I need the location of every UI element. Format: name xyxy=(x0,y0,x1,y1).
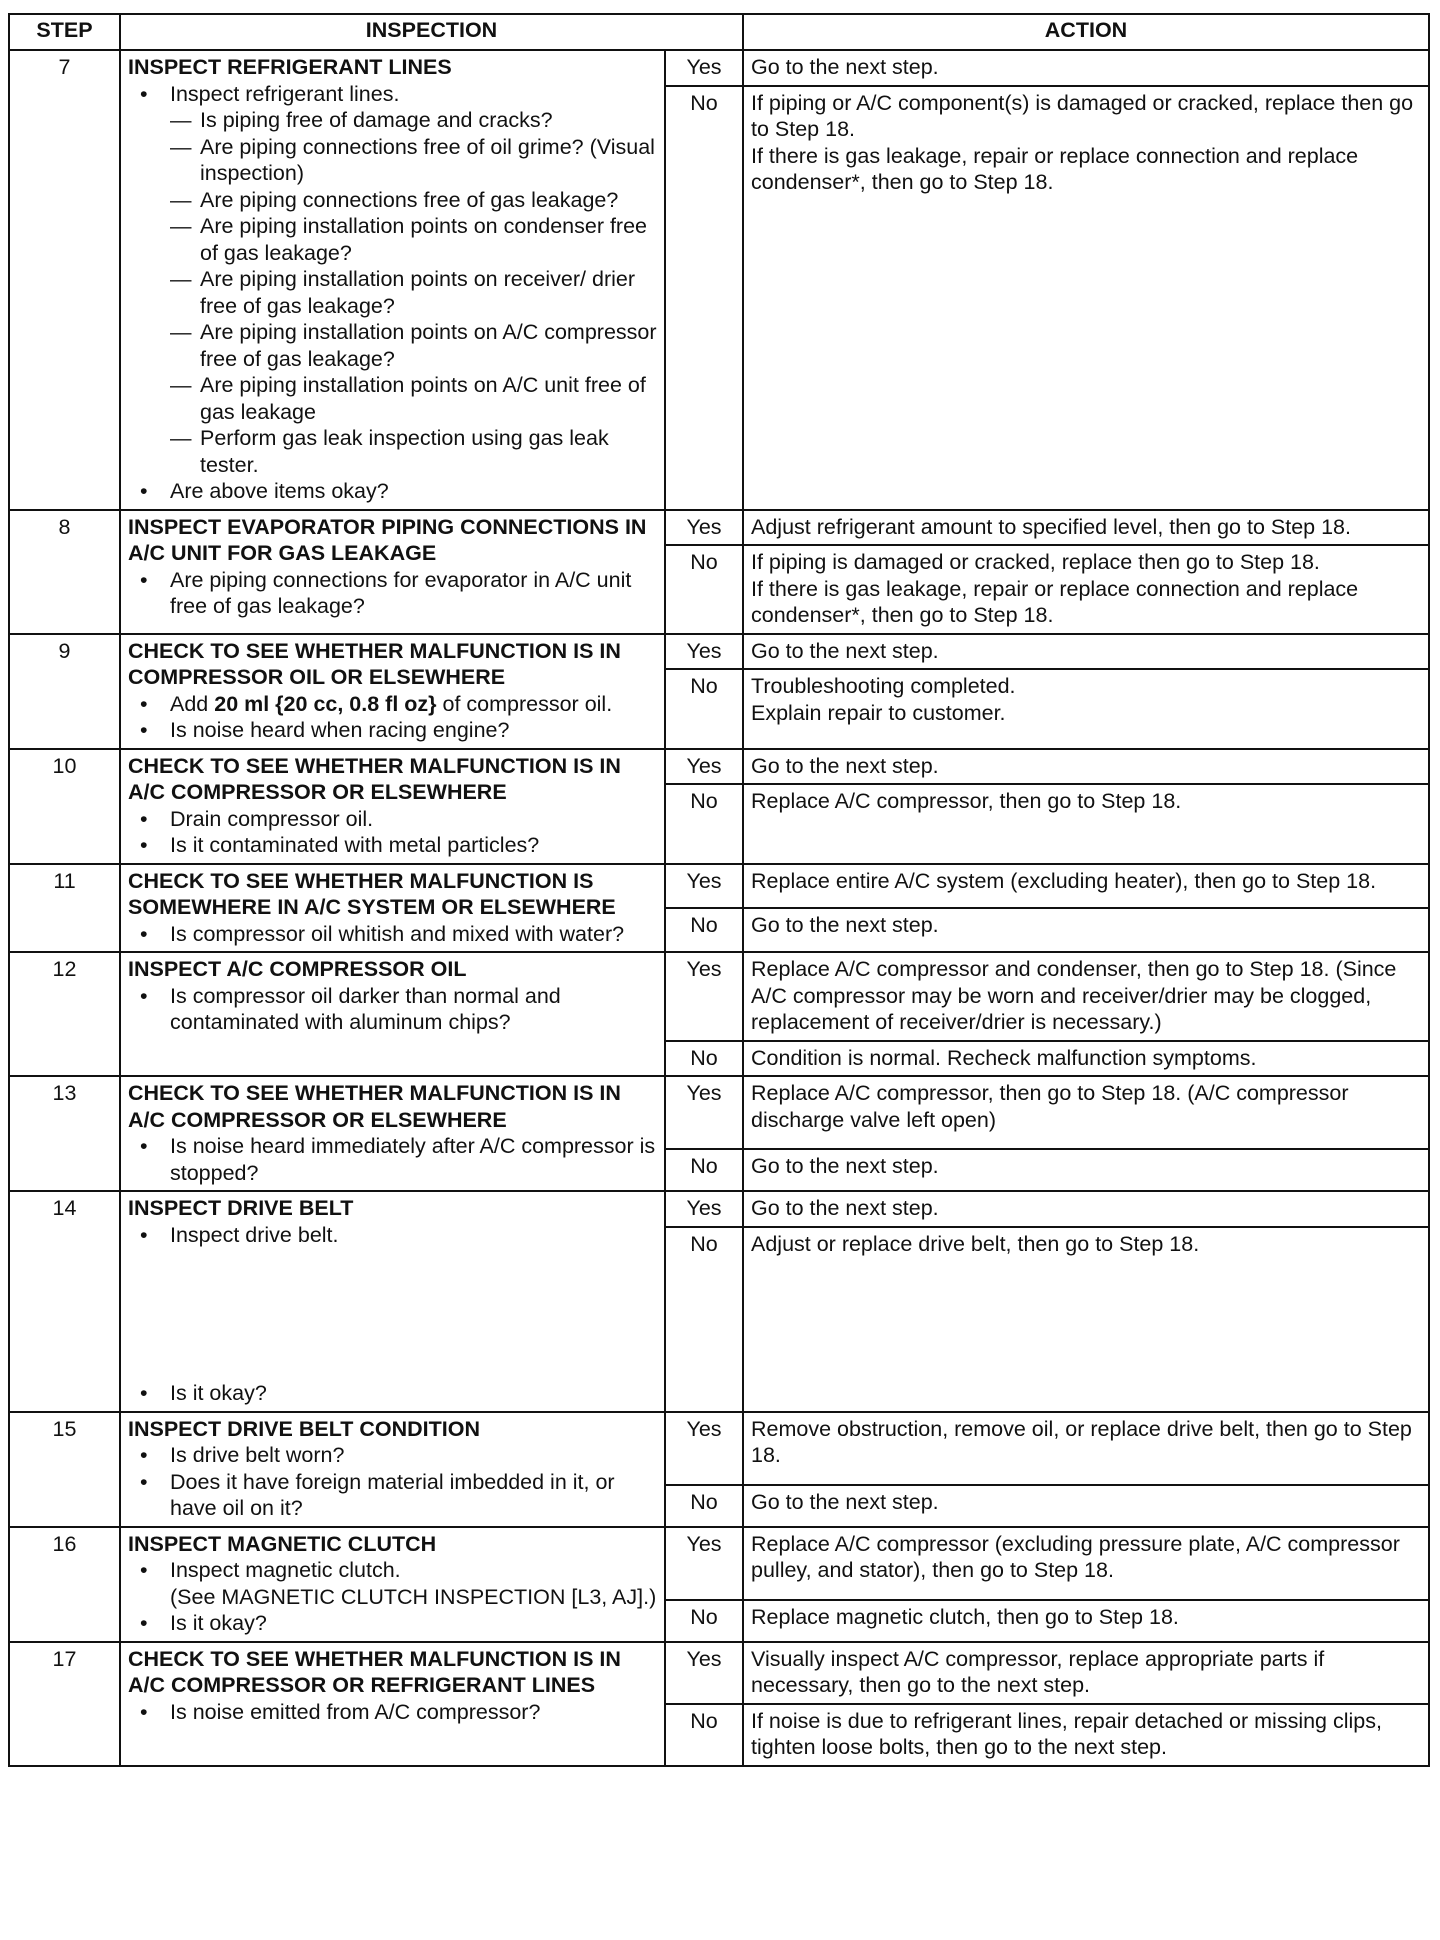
yes-label: Yes xyxy=(665,864,743,908)
table-row xyxy=(9,749,1429,785)
step-number: 15 xyxy=(9,1412,120,1527)
bullet-item: • Is compressor oil darker than normal and contaminated with aluminum chips? xyxy=(138,983,657,1036)
inspection-title: CHECK TO SEE WHETHER MALFUNCTION IS IN A/C COMPRESSOR OR ELSEWHERE xyxy=(128,753,621,804)
bullet-item: • Is it contaminated with metal particles? xyxy=(138,832,657,859)
bullet-item: • Is noise emitted from A/C compressor? xyxy=(138,1699,657,1726)
yes-label: Yes xyxy=(665,50,743,86)
no-action: Go to the next step. xyxy=(743,1485,1429,1527)
dash-item: — Are piping installation points on A/C unit free of gas leakage xyxy=(170,372,657,425)
dash-item: — Are piping installation points on A/C compressor free of gas leakage? xyxy=(170,319,657,372)
no-action: If piping or A/C component(s) is damaged or cracked, replace then go to Step 18. If there is gas leakage, repair or replace connection and replace condenser*, then go to Step 18. xyxy=(743,86,1429,510)
inspection-title: INSPECT DRIVE BELT xyxy=(128,1196,354,1220)
troubleshooting-table xyxy=(8,13,1430,1767)
inspection-cell xyxy=(120,952,665,1076)
inspection-cell xyxy=(120,50,665,510)
table-row xyxy=(9,50,1429,86)
no-action: If piping is damaged or cracked, replace then go to Step 18. If there is gas leakage, repair or replace connection and replace condenser*, then go to Step 18. xyxy=(743,545,1429,634)
manual-reference: (See MAGNETIC CLUTCH INSPECTION [L3, AJ].) xyxy=(170,1584,657,1609)
inspection-title: INSPECT A/C COMPRESSOR OIL xyxy=(128,957,467,981)
yes-action: Go to the next step. xyxy=(743,50,1429,86)
bullet-item: • Is drive belt worn? xyxy=(138,1442,657,1469)
bullet-item: • Are above items okay? xyxy=(138,478,657,505)
header-step: STEP xyxy=(9,14,120,50)
yes-label: Yes xyxy=(665,749,743,785)
table-row xyxy=(9,864,1429,908)
inspection-title: INSPECT MAGNETIC CLUTCH xyxy=(128,1531,437,1556)
bullet-item: • Drain compressor oil. xyxy=(138,806,657,833)
no-label: No xyxy=(665,86,743,510)
no-action: Condition is normal. Recheck malfunction symptoms. xyxy=(743,1041,1429,1077)
table-row xyxy=(9,1076,1429,1149)
step-number: 13 xyxy=(9,1076,120,1191)
inspection-cell xyxy=(120,1527,665,1642)
no-action: Troubleshooting completed. Explain repair to customer. xyxy=(743,669,1429,749)
yes-label: Yes xyxy=(665,1191,743,1227)
header-inspection: INSPECTION xyxy=(120,14,743,50)
table-row xyxy=(9,1527,1429,1600)
yes-label: Yes xyxy=(665,952,743,1041)
no-label: No xyxy=(665,1600,743,1642)
table-row xyxy=(9,510,1429,546)
inspection-cell xyxy=(120,1191,665,1412)
yes-action: Adjust refrigerant amount to specified level, then go to Step 18. xyxy=(743,510,1429,546)
yes-label: Yes xyxy=(665,634,743,670)
step-number: 11 xyxy=(9,864,120,953)
dash-item: — Is piping free of damage and cracks? xyxy=(170,107,657,134)
bullet-item: • Is it okay? xyxy=(138,1380,657,1407)
step-number: 17 xyxy=(9,1642,120,1766)
yes-label: Yes xyxy=(665,1642,743,1704)
inspection-cell xyxy=(120,864,665,953)
dash-item: — Perform gas leak inspection using gas leak tester. xyxy=(170,425,657,478)
dash-item: — Are piping connections free of oil grime? (Visual inspection) xyxy=(170,134,657,187)
no-label: No xyxy=(665,669,743,749)
yes-action: Go to the next step. xyxy=(743,749,1429,785)
table-row xyxy=(9,634,1429,670)
bullet-item: • Inspect magnetic clutch. (See MAGNETIC CLUTCH INSPECTION [L3, AJ].) xyxy=(138,1557,657,1610)
inspection-cell xyxy=(120,1642,665,1766)
yes-action: Replace A/C compressor (excluding pressure plate, A/C compressor pulley, and stator), then go to Step 18. xyxy=(743,1527,1429,1600)
inspection-cell xyxy=(120,510,665,634)
yes-action: Go to the next step. xyxy=(743,1191,1429,1227)
inspection-cell xyxy=(120,1412,665,1527)
bullet-item: • Add 20 ml {20 cc, 0.8 fl oz} of compressor oil. xyxy=(138,691,657,718)
bullet-item: • Does it have foreign material imbedded in it, or have oil on it? xyxy=(138,1469,657,1522)
header-action: ACTION xyxy=(743,14,1429,50)
yes-action: Replace A/C compressor, then go to Step 18. (A/C compressor discharge valve left open) xyxy=(743,1076,1429,1149)
bullet-item: • Inspect refrigerant lines. — Is piping free of damage and cracks? — Are piping connections free of oil grime? (Visual inspection) — Are piping connections free of gas leakage? — Are piping installation points on condenser free of gas leakage? — Are piping installation points on receiver/ drier free of gas leakage? — Are piping installation points on A/C compressor free of gas leakage? — Are piping installation points on A/C unit free of gas leakage — Perform gas leak inspection using gas leak tester. xyxy=(138,81,657,479)
no-label: No xyxy=(665,908,743,952)
step-number: 10 xyxy=(9,749,120,864)
step-number: 7 xyxy=(9,50,120,510)
inspection-cell xyxy=(120,634,665,749)
no-action: Replace A/C compressor, then go to Step 18. xyxy=(743,784,1429,864)
table-row xyxy=(9,1412,1429,1485)
yes-action: Replace A/C compressor and condenser, then go to Step 18. (Since A/C compressor may be worn and receiver/drier may be clogged, replacement of receiver/drier is necessary.) xyxy=(743,952,1429,1041)
no-action: If noise is due to refrigerant lines, repair detached or missing clips, tighten loose bolts, then go to the next step. xyxy=(743,1704,1429,1766)
bullet-item: • Are piping connections for evaporator in A/C unit free of gas leakage? xyxy=(138,567,657,620)
yes-action: Remove obstruction, remove oil, or replace drive belt, then go to Step 18. xyxy=(743,1412,1429,1485)
no-action: Adjust or replace drive belt, then go to Step 18. xyxy=(743,1227,1429,1412)
yes-action: Replace entire A/C system (excluding heater), then go to Step 18. xyxy=(743,864,1429,908)
step-number: 16 xyxy=(9,1527,120,1642)
no-action: Go to the next step. xyxy=(743,1149,1429,1191)
table-row xyxy=(9,1642,1429,1704)
yes-label: Yes xyxy=(665,1412,743,1485)
step-number: 8 xyxy=(9,510,120,634)
step-number: 14 xyxy=(9,1191,120,1412)
table-row xyxy=(9,952,1429,1041)
yes-label: Yes xyxy=(665,1076,743,1149)
inspection-cell xyxy=(120,1076,665,1191)
table-header-row xyxy=(9,14,1429,50)
inspection-cell xyxy=(120,749,665,864)
yes-label: Yes xyxy=(665,1527,743,1600)
inspection-title: CHECK TO SEE WHETHER MALFUNCTION IS SOMEWHERE IN A/C SYSTEM OR ELSEWHERE xyxy=(128,868,616,919)
no-label: No xyxy=(665,1149,743,1191)
table-row xyxy=(9,1191,1429,1227)
bullet-item: • Inspect drive belt. xyxy=(138,1222,657,1249)
no-label: No xyxy=(665,545,743,634)
bullet-item: • Is noise heard immediately after A/C compressor is stopped? xyxy=(138,1133,657,1186)
no-label: No xyxy=(665,784,743,864)
no-label: No xyxy=(665,1485,743,1527)
dash-item: — Are piping connections free of gas leakage? xyxy=(170,187,657,214)
inspection-title: CHECK TO SEE WHETHER MALFUNCTION IS IN COMPRESSOR OIL OR ELSEWHERE xyxy=(128,638,621,689)
no-action: Replace magnetic clutch, then go to Step 18. xyxy=(743,1600,1429,1642)
bullet-item: • Is it okay? xyxy=(138,1610,657,1637)
inspection-title: INSPECT DRIVE BELT CONDITION xyxy=(128,1416,480,1441)
inspection-title: CHECK TO SEE WHETHER MALFUNCTION IS IN A/C COMPRESSOR OR ELSEWHERE xyxy=(128,1081,621,1132)
no-action: Go to the next step. xyxy=(743,908,1429,952)
yes-action: Go to the next step. xyxy=(743,634,1429,670)
troubleshooting-document xyxy=(8,13,1428,1767)
dash-item: — Are piping installation points on receiver/ drier free of gas leakage? xyxy=(170,266,657,319)
no-label: No xyxy=(665,1704,743,1766)
bullet-item: • Is compressor oil whitish and mixed with water? xyxy=(138,921,657,948)
inspection-title: INSPECT REFRIGERANT LINES xyxy=(128,55,452,79)
dash-item: — Are piping installation points on condenser free of gas leakage? xyxy=(170,213,657,266)
oil-amount: 20 ml {20 cc, 0.8 fl oz} xyxy=(214,691,437,716)
inspection-title: CHECK TO SEE WHETHER MALFUNCTION IS IN A/C COMPRESSOR OR REFRIGERANT LINES xyxy=(128,1646,621,1697)
inspection-title: INSPECT EVAPORATOR PIPING CONNECTIONS IN A/C UNIT FOR GAS LEAKAGE xyxy=(128,514,647,565)
no-label: No xyxy=(665,1041,743,1077)
bullet-item: • Is noise heard when racing engine? xyxy=(138,717,657,744)
step-number: 12 xyxy=(9,952,120,1076)
no-label: No xyxy=(665,1227,743,1412)
step-number: 9 xyxy=(9,634,120,749)
yes-label: Yes xyxy=(665,510,743,546)
yes-action: Visually inspect A/C compressor, replace appropriate parts if necessary, then go to the next step. xyxy=(743,1642,1429,1704)
